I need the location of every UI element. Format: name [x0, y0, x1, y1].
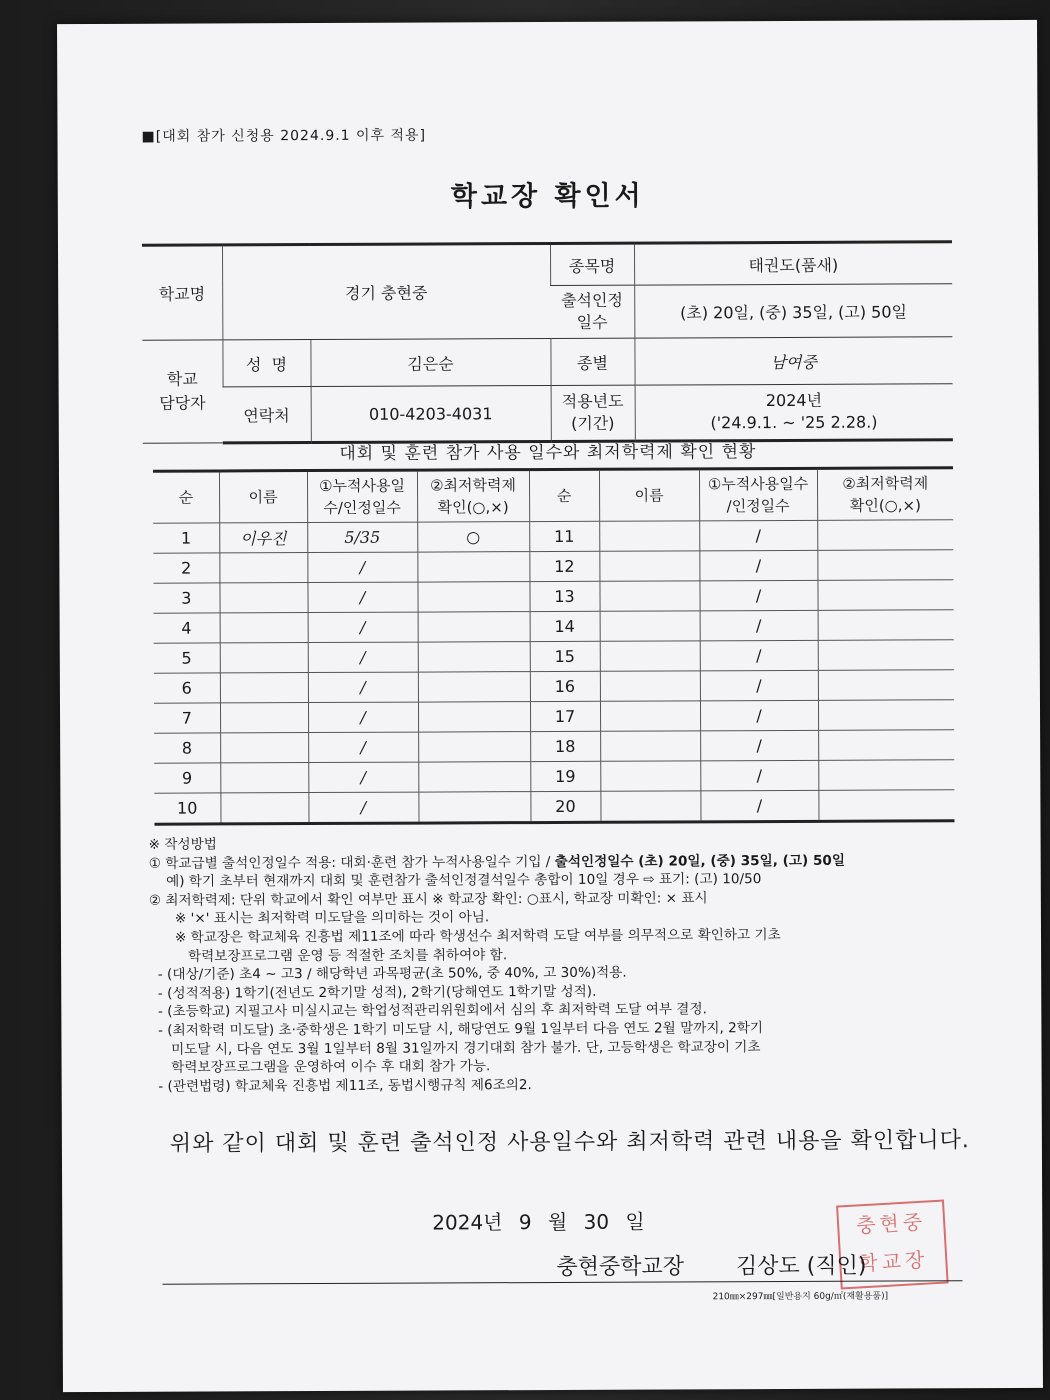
note-1a: ① 학교급별 출석인정일수 적용: 대회·훈련 참가 누적사용일수 기입 /: [148, 853, 555, 872]
col-no-header: 순: [153, 471, 219, 523]
row-number: 4: [154, 613, 220, 643]
min-academic-check: [418, 642, 530, 672]
notes-heading: ※ 작성방법: [148, 836, 217, 853]
roster-row: [154, 610, 954, 643]
min-academic-check: [418, 792, 530, 823]
min-academic-check-2: [818, 610, 954, 641]
manager-name-value: 김은순: [310, 338, 550, 386]
row-number: 6: [154, 673, 220, 703]
student-name-2: [600, 701, 700, 731]
roster-row: [154, 700, 954, 733]
gender-label: 종별: [550, 338, 634, 385]
manager-name-label: 성 명: [222, 340, 310, 387]
student-name: 이우진: [219, 523, 307, 553]
row-number-2: 12: [529, 551, 599, 581]
contact-value: 010-4203-4031: [311, 385, 551, 442]
roster-row: [153, 580, 953, 613]
min-academic-check-2: [817, 520, 953, 551]
student-name-2: [600, 671, 700, 701]
min-academic-check: [418, 732, 530, 762]
days-used-2: /: [700, 760, 818, 791]
min-academic-check-2: [817, 550, 953, 581]
roster-row: [154, 790, 954, 824]
row-number-2: 16: [530, 671, 600, 701]
attendance-days-label: 출석인정 일수: [550, 285, 634, 338]
days-used: /: [308, 792, 418, 823]
row-number-2: 17: [530, 701, 600, 731]
row-number: 10: [154, 793, 220, 824]
row-number-2: 11: [529, 521, 599, 551]
roster-row: [153, 550, 953, 583]
col-days2-header: ①누적사용일수 /인정일수: [699, 468, 817, 521]
days-used-2: /: [699, 520, 817, 551]
roster-row: [154, 730, 954, 763]
min-academic-check: [417, 552, 529, 582]
min-academic-check-2: [818, 760, 954, 791]
min-academic-check: [418, 762, 530, 792]
min-academic-check-2: [818, 700, 954, 731]
signer-school: 충현중학교장: [556, 1254, 685, 1280]
min-academic-check-2: [818, 790, 954, 822]
manager-label: 학교 담당자: [142, 340, 222, 443]
student-name: [220, 793, 308, 824]
col-check-header: ②최저학력제 확인(○,×): [417, 470, 529, 522]
student-name: [220, 763, 308, 793]
student-name-2: [600, 611, 700, 641]
document-title: 학교장 확인서: [450, 180, 645, 213]
note-7: - (성적적용) 1학기(전년도 2학기말 성적), 2학기(당해연도 1학기말 성적).: [149, 983, 597, 1002]
note-12: - (관련법령) 학교체육 진흥법 제11조, 동법시행규칙 제6조의2.: [149, 1076, 532, 1095]
days-used: /: [308, 612, 418, 642]
col-no2-header: 순: [529, 469, 599, 521]
row-number: 3: [153, 583, 219, 613]
roster-row: [153, 520, 953, 553]
seal-label: (직인): [806, 1253, 867, 1279]
row-number: 2: [153, 553, 219, 583]
row-number-2: 14: [530, 611, 600, 641]
student-name: [220, 733, 308, 763]
note-5: 학력보장프로그램 운영 등 적절한 조치를 취하여야 함.: [149, 946, 508, 965]
signer-name: 김상도: [735, 1253, 800, 1280]
days-used-2: /: [700, 640, 818, 671]
official-seal-stamp: 충현중 학교장: [836, 1200, 949, 1290]
roster-table: [153, 466, 955, 825]
note-4: ※ 학교장은 학교체육 진흥법 제11조에 따라 학생선수 최저학력 도달 여부를 의무적으로 확인하고 기초: [148, 926, 781, 946]
col-check2-header: ②최저학력제 확인(○,×): [817, 468, 953, 521]
days-used-2: /: [699, 550, 817, 581]
min-academic-check: [418, 702, 530, 732]
col-name-header: 이름: [219, 471, 307, 523]
row-number: 9: [154, 763, 220, 793]
document-paper: [57, 20, 1043, 1392]
gender-value: 남여중: [634, 337, 952, 385]
roster-header-row: [153, 468, 953, 523]
school-info-table: [142, 240, 953, 445]
days-used-2: /: [700, 700, 818, 731]
row-number-2: 18: [530, 731, 600, 761]
note-8: - (초등학교) 지필고사 미실시교는 학업성적관리위원회에서 심의 후 최저학력 도달 여부 결정.: [149, 1001, 707, 1021]
paper-spec-footer: 210㎜×297㎜[일반용지 60g/㎡(재활용품)]: [712, 1291, 889, 1303]
student-name: [220, 673, 308, 703]
min-academic-check-2: [818, 640, 954, 671]
days-used-2: /: [700, 610, 818, 641]
confirmation-statement: 위와 같이 대회 및 훈련 출석인정 사용일수와 최저학력 관련 내용을 확인합니다.: [169, 1128, 970, 1157]
min-academic-check: [418, 612, 530, 642]
student-name: [219, 553, 307, 583]
apply-year-value: 2024년 ('24.9.1. ~ '25 2.28.): [635, 384, 953, 441]
note-1b: 출석인정일수 (초) 20일, (중) 35일, (고) 50일: [554, 852, 846, 870]
days-used: /: [307, 552, 417, 582]
student-name: [219, 583, 307, 613]
note-2: ② 최저학력제: 단위 학교에서 확인 여부만 표시 ※ 학교장 확인: ○표시, 학교장 미확인: × 표시: [148, 890, 708, 909]
days-used: /: [308, 732, 418, 762]
student-name-2: [600, 791, 700, 822]
min-academic-check: ○: [417, 522, 529, 552]
contact-label: 연락처: [223, 387, 311, 443]
student-name-2: [600, 761, 700, 791]
row-number-2: 13: [529, 581, 599, 611]
student-name-2: [600, 641, 700, 671]
col-days-header: ①누적사용일 수/인정일수: [307, 470, 417, 522]
min-academic-check: [418, 672, 530, 702]
min-academic-check-2: [818, 730, 954, 761]
days-used-2: /: [700, 670, 818, 701]
min-academic-check-2: [817, 580, 953, 611]
row-number: 8: [154, 733, 220, 763]
note-9: - (최저학력 미도달) 초·중학생은 1학기 미도달 시, 해당연도 9월 1일부터 다음 연도 2월 말까지, 2학기: [149, 1020, 764, 1039]
row-number-2: 20: [530, 791, 600, 822]
school-name-label: 학교명: [142, 245, 222, 340]
days-used: 5/35: [307, 522, 417, 552]
attendance-days-value: (초) 20일, (중) 35일, (고) 50일: [634, 284, 952, 338]
writing-instructions: [149, 832, 970, 1096]
student-name-2: [599, 551, 699, 581]
note-3: ※ '×' 표시는 최저학력 미도달을 의미하는 것이 아님.: [148, 909, 490, 928]
student-name: [220, 613, 308, 643]
roster-row: [154, 760, 954, 793]
days-used: /: [308, 702, 418, 732]
note-6: - (대상/기준) 초4 ~ 고3 / 해당학년 과목평균(초 50%, 중 40%, 고 30%)적용.: [149, 964, 627, 983]
student-name-2: [600, 731, 700, 761]
issue-date: 2024년 9 월 30 일: [432, 1209, 645, 1235]
roster-row: [154, 670, 954, 703]
event-value: 태권도(품새): [634, 242, 952, 285]
event-label: 종목명: [550, 243, 634, 285]
apply-year-label: 적용년도 (기간): [551, 385, 635, 441]
row-number: 5: [154, 643, 220, 673]
signature-line: [556, 1249, 866, 1281]
days-used: /: [307, 582, 417, 612]
row-number: 1: [153, 523, 219, 553]
days-used: /: [308, 672, 418, 702]
student-name-2: [599, 581, 699, 611]
days-used: /: [308, 642, 418, 672]
min-academic-check: [417, 582, 529, 612]
days-used-2: /: [700, 730, 818, 761]
min-academic-check-2: [818, 670, 954, 701]
note-1c: 예) 학기 초부터 현재까지 대회 및 훈련참가 출석인정결석일수 총합이 10일 경우 ⇨ 표기: (고) 10/50: [148, 871, 762, 890]
row-number-2: 15: [530, 641, 600, 671]
student-name: [220, 703, 308, 733]
row-number-2: 19: [530, 761, 600, 791]
school-name-value: 경기 충현중: [222, 243, 550, 339]
col-name2-header: 이름: [599, 469, 699, 521]
days-used-2: /: [699, 580, 817, 611]
student-name: [220, 643, 308, 673]
roster-row: [154, 640, 954, 673]
form-header-note: ■[대회 참가 신청용 2024.9.1 이후 적용]: [141, 127, 427, 145]
note-10: 미도달 시, 다음 연도 3월 1일부터 8월 31일까지 경기대회 참가 불가. 단, 고등학생은 학교장이 기초: [149, 1038, 761, 1058]
row-number: 7: [154, 703, 220, 733]
student-name-2: [599, 521, 699, 551]
section-caption: 대회 및 훈련 참가 사용 일수와 최저학력제 확인 현황: [339, 442, 757, 464]
days-used-2: /: [700, 790, 818, 822]
days-used: /: [308, 762, 418, 792]
note-11: 학력보장프로그램을 운영하여 이수 후 대회 참가 가능.: [149, 1058, 491, 1076]
